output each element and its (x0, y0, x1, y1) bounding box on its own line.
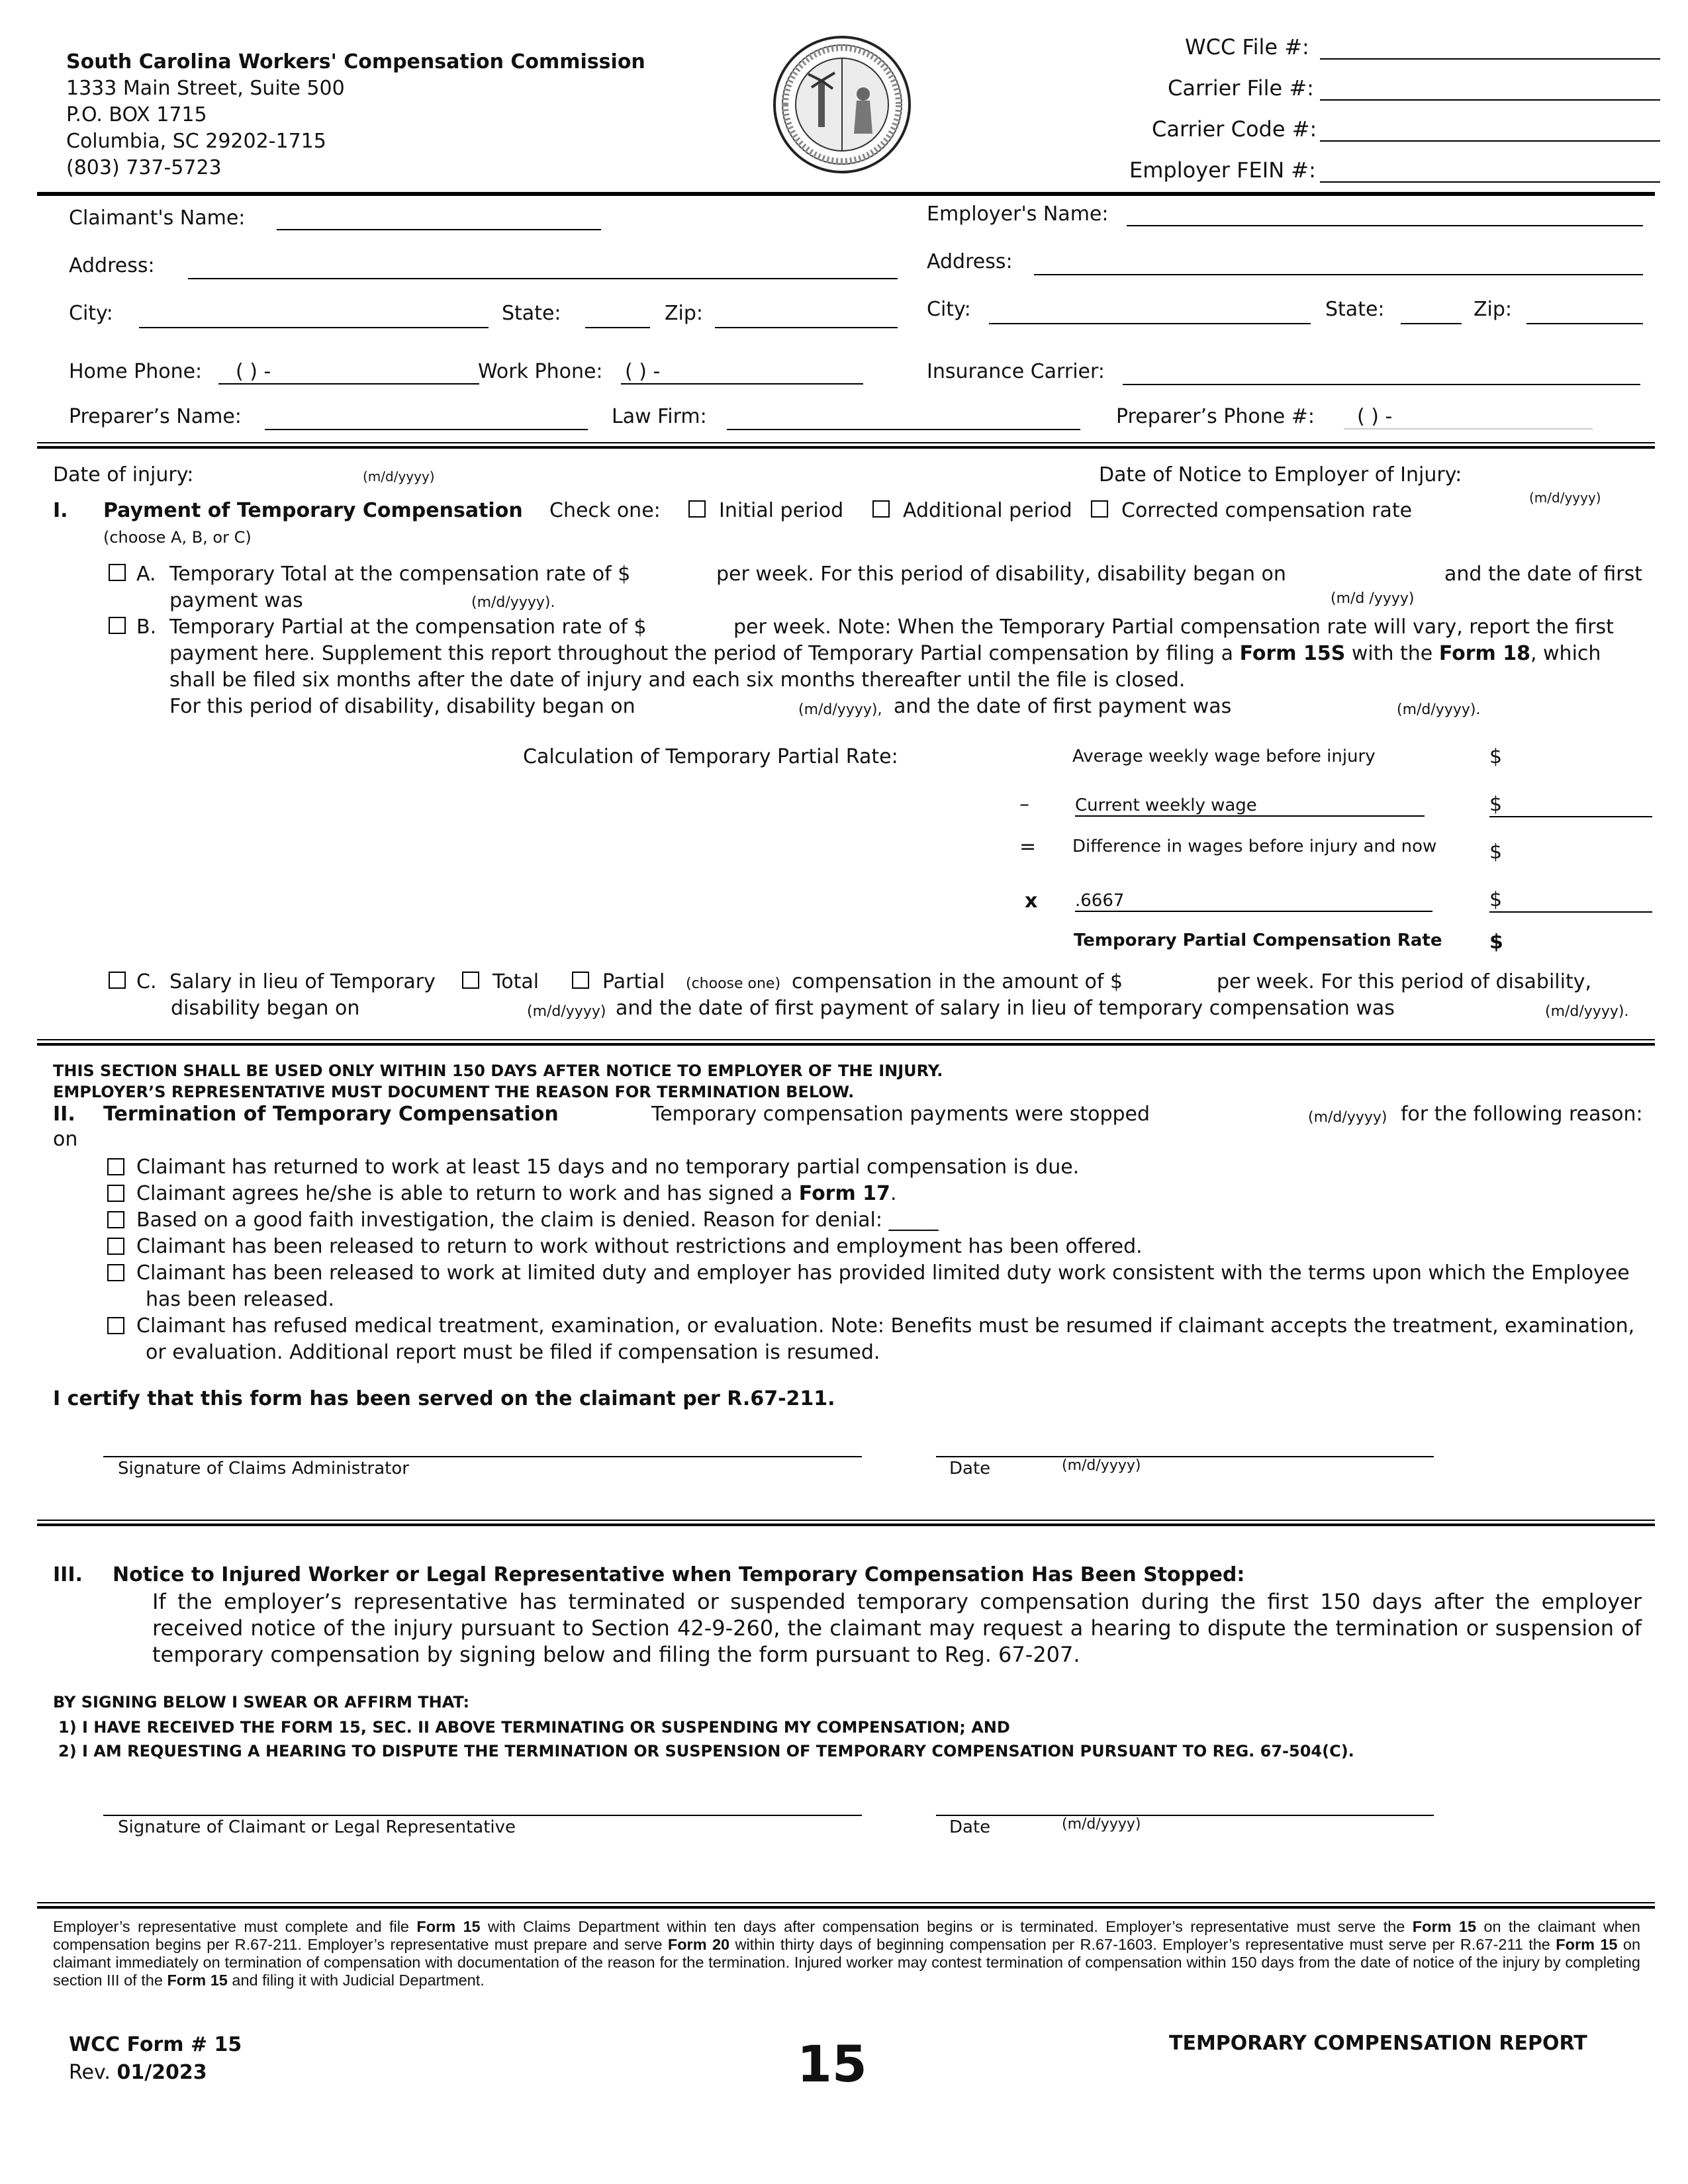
employer-fein-field[interactable] (1320, 181, 1660, 183)
claimant-date-format: (m/d/yyyy) (1062, 1816, 1141, 1833)
employer-address-field[interactable] (1034, 274, 1643, 275)
notice-date-format: (m/d/yyyy) (1529, 490, 1601, 506)
calc-row-current-op: – (1019, 793, 1029, 816)
section1-title: Payment of Temporary Compensation (103, 499, 523, 522)
reason-returned-checkbox[interactable] (107, 1158, 124, 1175)
form-number: WCC Form # 15 (69, 2033, 242, 2056)
option-c-text-4: disability began on (171, 997, 360, 1020)
reason-form17-text: Claimant agrees he/she is able to return to work and has signed a Form 17. (136, 1182, 897, 1205)
section2-warning-1: THIS SECTION SHALL BE USED ONLY WITHIN 150 DAYS AFTER NOTICE TO EMPLOYER OF THE INJURY. (53, 1062, 943, 1080)
additional-period-label: Additional period (903, 499, 1072, 522)
option-c-text-1: Salary in lieu of Temporary (169, 970, 436, 993)
claimant-address-label: Address: (69, 254, 155, 277)
state-seal-icon (772, 34, 912, 175)
reason-refused-checkbox[interactable] (107, 1317, 124, 1334)
claims-admin-signature-label: Signature of Claims Administrator (118, 1459, 409, 1479)
org-name: South Carolina Workers' Compensation Commission (66, 50, 645, 73)
reason-refused-text: Claimant has refused medical treatment, examination, or evaluation. Note: Benefits must be resumed if claimant accepts the treatment, examination, (136, 1314, 1635, 1338)
report-title: TEMPORARY COMPENSATION REPORT (1169, 2032, 1587, 2055)
claims-admin-date-field[interactable] (936, 1456, 1434, 1457)
corrected-rate-checkbox[interactable] (1091, 500, 1108, 518)
option-a-prefix: A. (136, 563, 156, 586)
employer-zip-field[interactable] (1526, 323, 1643, 324)
reason-form17-checkbox[interactable] (107, 1185, 124, 1202)
employer-fein-label: Employer FEIN #: (1129, 158, 1316, 183)
org-address-2: P.O. BOX 1715 (66, 103, 207, 126)
stopped-label: Temporary compensation payments were stopped (651, 1103, 1150, 1126)
carrier-file-label: Carrier File #: (1168, 75, 1314, 101)
preparer-phone-label: Preparer’s Phone #: (1116, 405, 1315, 428)
calc-label: Calculation of Temporary Partial Rate: (523, 745, 898, 768)
option-b-text-5: For this period of disability, disability began on (169, 695, 635, 718)
preparer-name-label: Preparer’s Name: (69, 405, 242, 428)
option-a-text-2: per week. For this period of disability, disability began on (716, 563, 1286, 586)
carrier-file-field[interactable] (1320, 99, 1660, 101)
certify-statement: I certify that this form has been served on the claimant per R.67-211. (53, 1387, 835, 1410)
employer-state-label: State: (1325, 298, 1385, 321)
calc-row-diff-label: Difference in wages before injury and now (1072, 837, 1437, 856)
reason-returned-text: Claimant has returned to work at least 15 days and no temporary partial compensation is due. (136, 1156, 1080, 1179)
claimant-date-label: Date (949, 1817, 991, 1837)
claimant-zip-label: Zip: (665, 302, 704, 325)
option-b-text-6: and the date of first payment was (894, 695, 1232, 718)
employer-city-field[interactable] (989, 323, 1311, 324)
section2-warning-2: EMPLOYER’S REPRESENTATIVE MUST DOCUMENT THE REASON FOR TERMINATION BELOW. (53, 1083, 855, 1101)
option-b-prefix: B. (136, 615, 157, 639)
form-big-number: 15 (797, 2034, 867, 2093)
calc-row-mult-label: .6667 (1075, 891, 1432, 912)
swear-item-1: 1) I HAVE RECEIVED THE FORM 15, SEC. II ABOVE TERMINATING OR SUSPENDING MY COMPENSATION; AND (58, 1718, 1010, 1737)
option-b-checkbox[interactable] (109, 617, 126, 634)
work-phone-label: Work Phone: (478, 360, 603, 383)
home-phone-label: Home Phone: (69, 360, 203, 383)
section3-title: Notice to Injured Worker or Legal Representative when Temporary Compensation Has Been Stopped: (113, 1563, 1245, 1586)
claims-admin-date-label: Date (949, 1459, 991, 1479)
option-a-payment-format: (m/d/yyyy). (471, 594, 555, 611)
law-firm-label: Law Firm: (612, 405, 707, 428)
footer-divider (37, 1902, 1655, 1909)
claims-admin-signature-field[interactable] (103, 1456, 862, 1457)
insurance-carrier-field[interactable] (1123, 384, 1640, 385)
preparer-name-field[interactable] (265, 429, 588, 430)
option-c-choose-note: (choose one) (686, 976, 781, 992)
home-phone-field[interactable]: ( ) - (218, 360, 479, 385)
option-c-total-checkbox[interactable] (462, 972, 479, 989)
calc-row-current-label: Current weekly wage (1075, 796, 1425, 817)
employer-name-label: Employer's Name: (927, 203, 1109, 226)
claimant-signature-label: Signature of Claimant or Legal Representative (118, 1817, 516, 1837)
reason-released-text: Claimant has been released to return to work without restrictions and employment has been offered. (136, 1235, 1143, 1258)
reason-limited-duty-checkbox[interactable] (107, 1264, 124, 1281)
section2-numeral: II. (53, 1103, 75, 1126)
option-c-text-3: per week. For this period of disability, (1217, 970, 1592, 993)
option-b-text-2: per week. Note: When the Temporary Partial compensation rate will vary, report the first (733, 615, 1614, 639)
wcc-file-field[interactable] (1320, 58, 1660, 60)
claimant-name-label: Claimant's Name: (69, 206, 246, 230)
option-c-partial-checkbox[interactable] (572, 972, 589, 989)
option-c-payment-format: (m/d/yyyy). (1545, 1003, 1629, 1020)
check-one-label: Check one: (549, 499, 661, 522)
section-divider (37, 1039, 1655, 1046)
org-phone: (803) 737-5723 (66, 156, 222, 179)
section3-numeral: III. (53, 1563, 83, 1586)
option-c-began-format: (m/d/yyyy) (527, 1003, 606, 1020)
section3-paragraph: If the employer’s representative has terminated or suspended temporary compensation during the first 150 days after the employer received notice of the injury pursuant to Section 42-9-260, the claimant may request a hearing to dispute the termination or suspension of temporary compensation by signing below and filing the form pursuant to Reg. 67-207. (152, 1589, 1642, 1667)
option-a-checkbox[interactable] (109, 564, 126, 581)
stopped-date-format: (m/d/yyyy) (1308, 1109, 1387, 1126)
claimant-date-field[interactable] (936, 1815, 1434, 1816)
option-b-text-3: payment here. Supplement this report throughout the period of Temporary Partial compensation by filing a Form 15S with the Form 18, which (169, 642, 1601, 665)
section2-title: Termination of Temporary Compensation (103, 1103, 559, 1126)
claimant-address-field[interactable] (188, 278, 898, 279)
preparer-phone-field[interactable]: ( ) - (1344, 405, 1593, 430)
reason-denied-text: Based on a good faith investigation, the claim is denied. Reason for denial: _____ (136, 1208, 939, 1232)
date-of-injury-label: Date of injury: (53, 463, 194, 486)
option-b-text-4: shall be filed six months after the date of injury and each six months thereafter until the file is closed. (169, 668, 1186, 692)
employer-zip-label: Zip: (1474, 298, 1513, 321)
calc-row-current-field[interactable]: $ (1489, 793, 1652, 817)
reason-refused-text-cont: or evaluation. Additional report must be filed if compensation is resumed. (146, 1341, 880, 1364)
calc-row-avg-label: Average weekly wage before injury (1072, 747, 1376, 766)
option-c-prefix: C. (136, 970, 157, 993)
option-a-text-3: and the date of first (1444, 563, 1643, 586)
employer-address-label: Address: (927, 250, 1013, 273)
calc-row-diff-dollar: $ (1489, 841, 1503, 864)
option-a-began-format: (m/d /yyyy) (1331, 590, 1415, 607)
notice-date-label: Date of Notice to Employer of Injury: (1099, 463, 1462, 486)
reason-limited-duty-text-cont: has been released. (146, 1288, 335, 1311)
option-c-text-5: and the date of first payment of salary in lieu of temporary compensation was (616, 997, 1395, 1020)
initial-period-checkbox[interactable] (688, 500, 706, 518)
form-revision: Rev. 01/2023 (69, 2061, 207, 2084)
option-a-payment-label: payment was (169, 589, 303, 612)
claimant-state-label: State: (502, 302, 561, 325)
carrier-code-field[interactable] (1320, 140, 1660, 142)
calc-row-diff-op: = (1019, 835, 1037, 858)
option-b-began-format: (m/d/yyyy), (798, 702, 882, 718)
additional-period-checkbox[interactable] (872, 500, 890, 518)
option-b-text-1: Temporary Partial at the compensation rate of $ (169, 615, 647, 639)
choose-abc-note: (choose A, B, or C) (103, 528, 252, 547)
claimant-name-field[interactable] (277, 229, 601, 230)
employer-state-field[interactable] (1401, 323, 1462, 324)
initial-period-label: Initial period (719, 499, 844, 522)
option-c-text-2: compensation in the amount of $ (792, 970, 1123, 993)
employer-city-label: City: (927, 298, 971, 321)
section-divider (37, 1520, 1655, 1526)
calc-row-mult-field[interactable]: $ (1489, 888, 1652, 913)
swear-heading: BY SIGNING BELOW I SWEAR OR AFFIRM THAT: (53, 1693, 470, 1711)
claims-admin-date-format: (m/d/yyyy) (1062, 1457, 1141, 1474)
corrected-rate-label: Corrected compensation rate (1121, 499, 1413, 522)
option-c-partial-label: Partial (602, 970, 665, 993)
claimant-zip-field[interactable] (715, 327, 898, 328)
employer-name-field[interactable] (1127, 225, 1643, 226)
calc-row-avg-dollar: $ (1489, 745, 1503, 768)
swear-item-2: 2) I AM REQUESTING A HEARING TO DISPUTE THE TERMINATION OR SUSPENSION OF TEMPORARY COMPENSATION PURSUANT TO REG. 67-504(C). (58, 1742, 1354, 1760)
calc-row-rate-label: Temporary Partial Compensation Rate (1074, 931, 1442, 950)
option-a-text-1: Temporary Total at the compensation rate of $ (169, 563, 631, 586)
org-address-1: 1333 Main Street, Suite 500 (66, 77, 345, 100)
carrier-code-label: Carrier Code #: (1152, 116, 1317, 142)
work-phone-field[interactable]: ( ) - (621, 360, 863, 385)
on-label: on (53, 1128, 78, 1151)
section1-numeral: I. (53, 499, 68, 522)
section-divider (37, 442, 1655, 449)
option-c-checkbox[interactable] (109, 972, 126, 989)
footer-instructions: Employer’s representative must complete and file Form 15 with Claims Department within ten days after compensation begins or is terminated. Employer’s representative must serve the Form 15 on the claimant when compensation begins per R.67-211. Employer’s representative must prepare and serve Form 20 within thirty days of beginning compensation per R.67-1603. Employer’s representative must serve per R.67-211 the Form 15 on claimant immediately on termination of compensation with documentation of the reason for the termination. Injured worker may contest termination of compensation within 150 days from the date of notice of the injury by completing section III of the Form 15 and filing it with Judicial Department. (53, 1918, 1641, 1989)
claimant-city-label: City: (69, 302, 113, 325)
org-address-3: Columbia, SC 29202-1715 (66, 130, 326, 153)
reason-denied-checkbox[interactable] (107, 1211, 124, 1228)
reason-label: for the following reason: (1401, 1103, 1643, 1126)
header-divider (37, 192, 1655, 196)
reason-limited-duty-text: Claimant has been released to work at limited duty and employer has provided limited duty work consistent with the terms upon which the Employee (136, 1261, 1630, 1285)
date-of-injury-format: (m/d/yyyy) (363, 469, 435, 484)
option-c-total-label: Total (492, 970, 539, 993)
claimant-state-field[interactable] (585, 327, 650, 328)
option-b-payment-format: (m/d/yyyy). (1397, 702, 1481, 718)
law-firm-field[interactable] (727, 429, 1080, 430)
calc-row-mult-op: x (1025, 889, 1038, 913)
claimant-signature-field[interactable] (103, 1815, 862, 1816)
insurance-carrier-label: Insurance Carrier: (927, 360, 1105, 383)
reason-released-checkbox[interactable] (107, 1238, 124, 1255)
wcc-file-label: WCC File #: (1185, 34, 1309, 60)
calc-row-rate-dollar: $ (1489, 931, 1503, 954)
claimant-city-field[interactable] (139, 327, 489, 328)
